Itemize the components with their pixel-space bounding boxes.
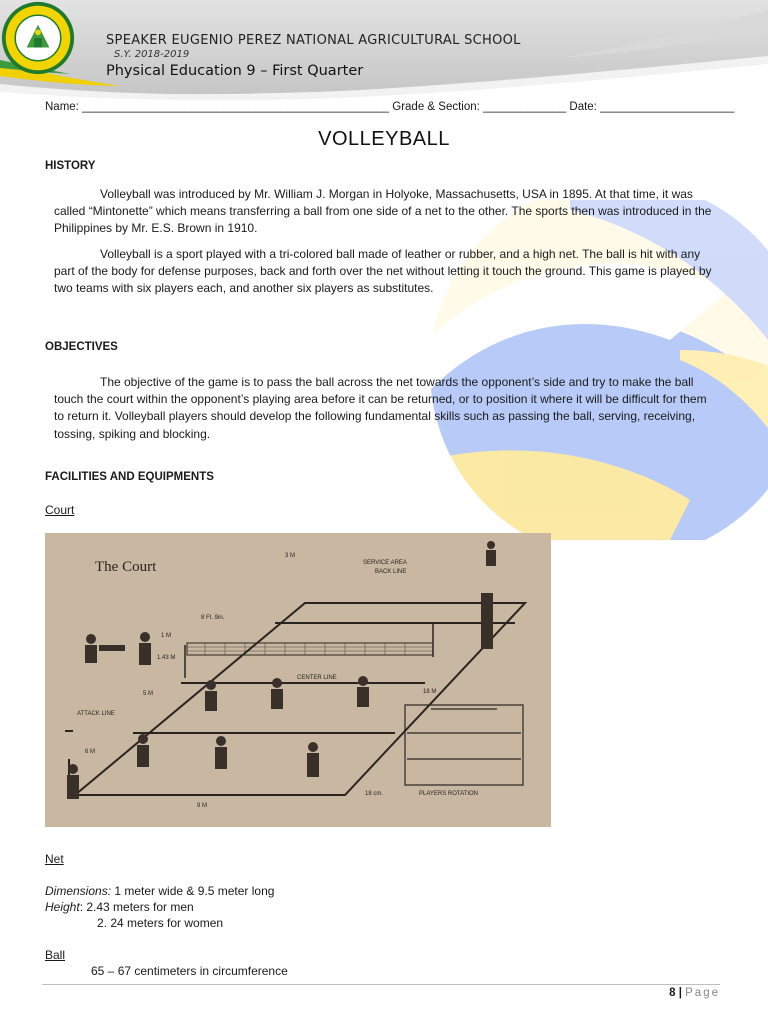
dim-6m-label: 6 M [85, 749, 96, 755]
court-diagram-image [45, 533, 551, 827]
net-height-label: 8 Ft. 9in. [201, 615, 225, 621]
dim-18cm-label: 18 cm. [365, 791, 384, 797]
ball-circumference: 65 – 67 centimeters in circumference [91, 964, 288, 978]
name-field[interactable]: Name: ________________________________________________ [45, 101, 390, 113]
rotation-label: PLAYERS ROTATION [419, 791, 479, 797]
student-info-line [45, 101, 734, 113]
date-field[interactable]: Date: _____________________ [566, 101, 735, 113]
net-label: Net [45, 852, 64, 866]
court-diagram [45, 533, 551, 827]
net-dimensions [45, 884, 274, 898]
page-number-value: 8 [669, 987, 676, 999]
dim-3m-label: 3 M [285, 553, 296, 559]
page-separator: | [675, 987, 686, 999]
back-line-label: BACK LINE [375, 569, 407, 575]
school-year: S.Y. 2018-2019 [114, 49, 190, 60]
dim-18m-label: 18 M [423, 689, 437, 695]
net-height-women: 2. 24 meters for women [97, 916, 224, 930]
net-height-label: Height [45, 900, 80, 914]
page-word: Page [685, 987, 720, 999]
attack-line-label: ATTACK LINE [77, 711, 115, 717]
center-line-label: CENTER LINE [297, 675, 337, 681]
court-label: Court [45, 503, 75, 517]
page-header [0, 0, 768, 100]
objectives-paragraph: The objective of the game is to pass the ball across the net towards the opponent’s side and try to make the ball touch the court within the opponent’s playing area before it can be returned, or to position it where it will be difficult for them to return it. Volleyball players should develop the following fundamental skills such as passing the ball, serving, receiving, tossing, spiking and blocking. [54, 375, 707, 441]
service-area-label: SERVICE AREA [363, 560, 407, 566]
history-heading: HISTORY [45, 160, 96, 172]
net-height-men-value: : 2.43 meters for men [79, 900, 194, 914]
school-seal-logo [0, 0, 76, 76]
dim-5m-label: 5 M [143, 691, 154, 697]
subject-title: Physical Education 9 – First Quarter [106, 63, 364, 79]
dim-1m-label: 1 M [161, 633, 172, 639]
history-paragraph-2: Volleyball is a sport played with a tri-colored ball made of leather or rubber, and a high net. The ball is hit with any part of the body for defense purposes, back and forth over the net without letting it touch the ground. This game is played by two teams with six players each, and another six players as substitutes. [54, 247, 712, 296]
page-title: VOLLEYBALL [318, 128, 450, 150]
facilities-heading: FACILITIES AND EQUIPMENTS [45, 471, 214, 483]
objectives-heading: OBJECTIVES [45, 341, 118, 353]
history-paragraph-1: Volleyball was introduced by Mr. William J. Morgan in Holyoke, Massachusetts, USA in 1895. At that time, it was called “Mintonette” which means transferring a ball from one side of a net to the other. The sports then was introduced in the Philippines by Mr. E.S. Brown in 1910. [54, 187, 712, 236]
net-dimensions-label: Dimensions: [45, 884, 112, 898]
ball-label: Ball [45, 948, 66, 962]
net-height-men [45, 900, 194, 914]
school-name: SPEAKER EUGENIO PEREZ NATIONAL AGRICULTURAL SCHOOL [106, 33, 521, 48]
net-dimensions-value: 1 meter wide & 9.5 meter long [111, 884, 275, 898]
footer-divider [42, 984, 720, 985]
grade-section-field[interactable]: Grade & Section: _____________ [389, 101, 567, 113]
page-number [669, 987, 720, 999]
dim-143m-label: 1.43 M [157, 655, 176, 661]
court-diagram-title: The Court [95, 559, 157, 575]
dim-9m-label: 9 M [197, 803, 208, 809]
